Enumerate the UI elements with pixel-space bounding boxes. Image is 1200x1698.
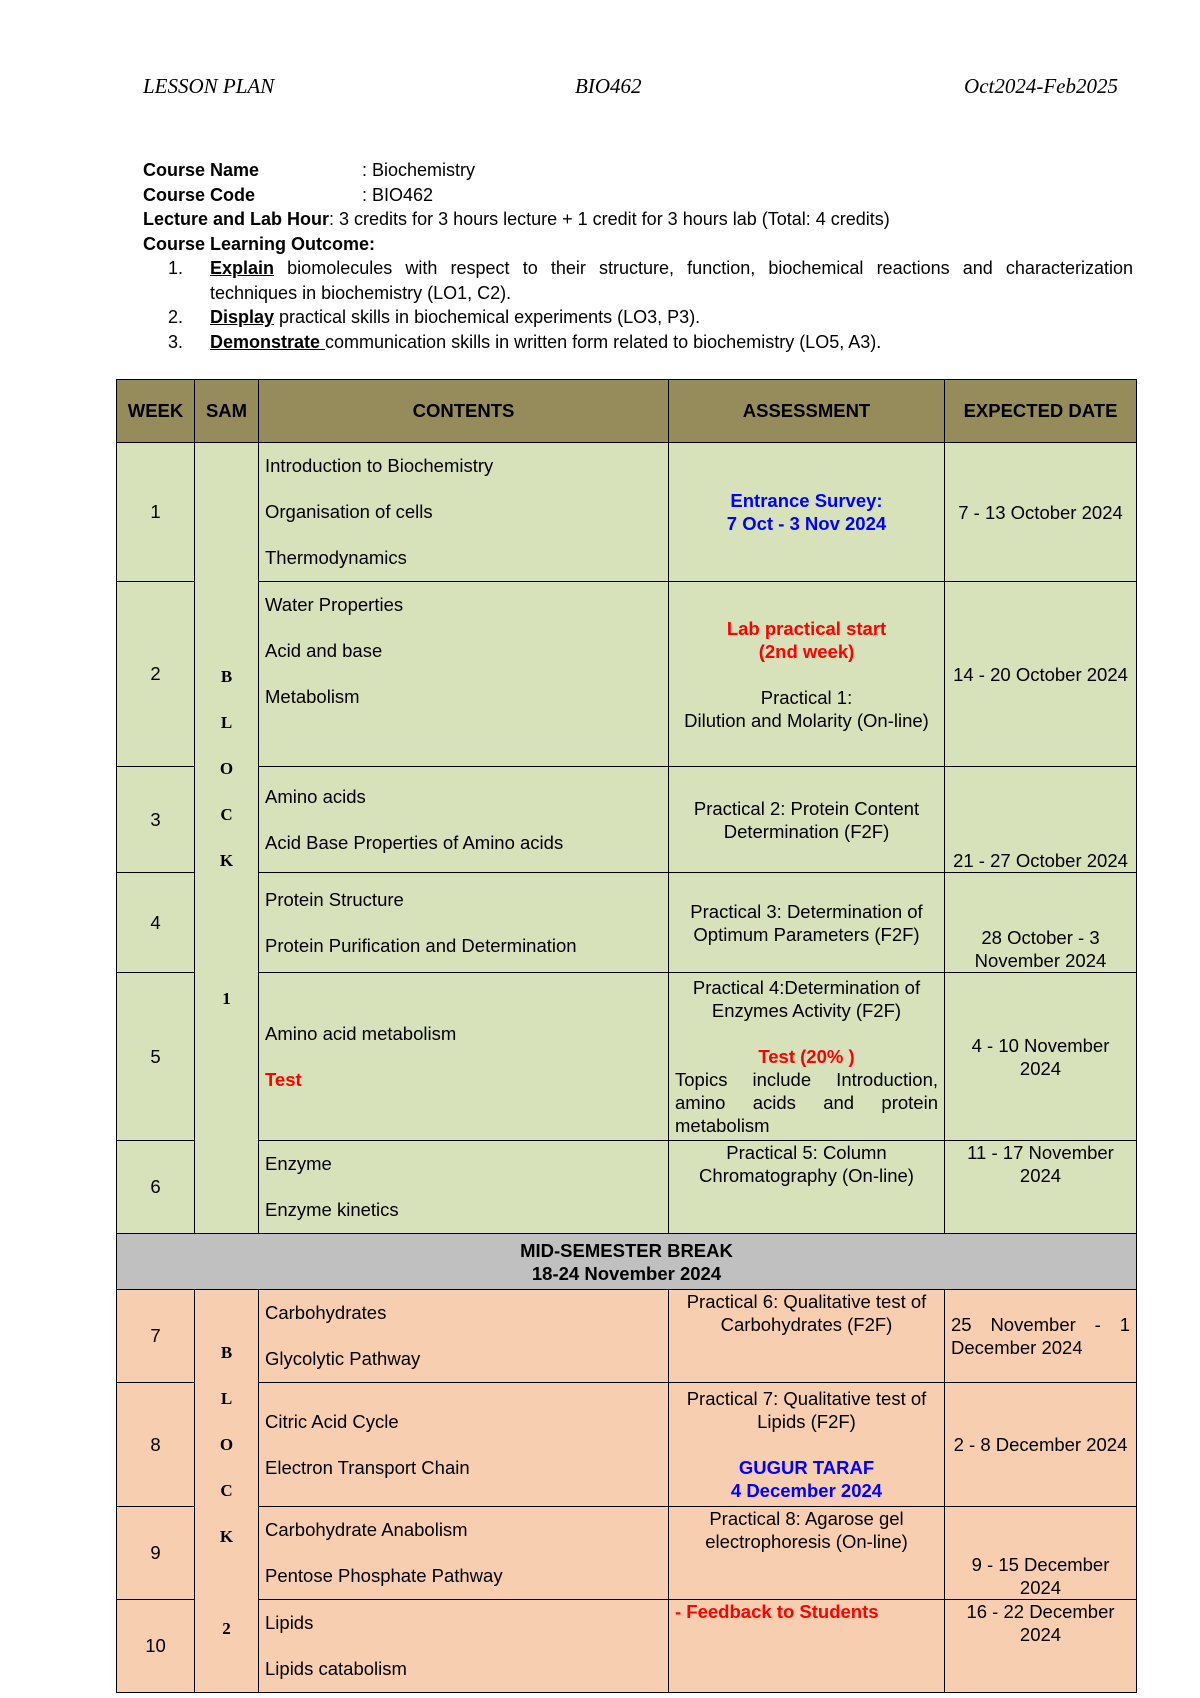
learning-outcomes-list xyxy=(143,256,1133,354)
week-assessment: Lab practical start (2nd week) Practical 1: Dilution and Molarity (On-line) xyxy=(669,582,945,767)
week-number: 6 xyxy=(117,1141,195,1234)
week-contents: Protein Structure Protein Purification and Determination xyxy=(259,873,669,973)
week-date: 25 November - 1 December 2024 xyxy=(945,1290,1137,1383)
header-left: LESSON PLAN xyxy=(143,74,275,98)
week-contents: Citric Acid Cycle Electron Transport Chain xyxy=(259,1383,669,1507)
week-date: 21 - 27 October 2024 xyxy=(945,767,1137,873)
week-number: 2 xyxy=(117,582,195,767)
sam-block-1: B L O C K 1 xyxy=(195,443,259,1234)
outcome-verb: Explain xyxy=(210,258,275,278)
course-name-label: Course Name xyxy=(143,160,260,180)
table-row xyxy=(117,1290,1137,1383)
lecture-lab-hour-label: Lecture and Lab Hour xyxy=(143,209,330,229)
lecture-lab-hour-value: : 3 credits for 3 hours lecture + 1 credit for 3 hours lab (Total: 4 credits) xyxy=(329,209,890,229)
outcome-verb: Demonstrate xyxy=(210,331,326,352)
week-contents: Lipids Lipids catabolism xyxy=(259,1600,669,1693)
table-row xyxy=(117,1600,1137,1693)
table-row xyxy=(117,1141,1137,1234)
week-contents: Introduction to Biochemistry Organisation of cells Thermodynamics xyxy=(259,443,669,582)
week-date: 14 - 20 October 2024 xyxy=(945,582,1137,767)
table-row xyxy=(117,1507,1137,1600)
header-contents: CONTENTS xyxy=(259,380,669,443)
week-number: 7 xyxy=(117,1290,195,1383)
week-assessment: Practical 2: Protein Content Determination (F2F) xyxy=(669,767,945,873)
week-contents: Amino acid metabolism Test xyxy=(259,973,669,1141)
header-sam: SAM xyxy=(195,380,259,443)
week-date: 9 - 15 December 2024 xyxy=(945,1507,1137,1600)
outcome-text: practical skills in biochemical experiments (LO3, P3). xyxy=(274,307,701,327)
outcome-text: communication skills in written form related to biochemistry (LO5, A3). xyxy=(325,331,882,352)
table-row xyxy=(117,443,1137,582)
course-info xyxy=(143,158,1133,354)
week-assessment: Entrance Survey: 7 Oct - 3 Nov 2024 xyxy=(669,443,945,582)
course-code-label: Course Code xyxy=(143,184,256,205)
header-semester: Oct2024-Feb2025 xyxy=(964,74,1118,98)
week-number: 9 xyxy=(117,1507,195,1600)
week-contents: Water Properties Acid and base Metabolism xyxy=(259,582,669,767)
table-row xyxy=(117,973,1137,1141)
header-assessment: ASSESSMENT xyxy=(669,380,945,443)
table-header-row xyxy=(117,380,1137,443)
table-row xyxy=(117,1383,1137,1507)
learning-outcome-item: 3. Demonstrate communication skills in written form related to biochemistry (LO5, A3). xyxy=(168,331,882,352)
week-assessment: - Feedback to Students xyxy=(669,1600,945,1693)
week-assessment: Practical 3: Determination of Optimum Parameters (F2F) xyxy=(669,873,945,973)
week-date: 7 - 13 October 2024 xyxy=(945,443,1137,582)
week-contents: Carbohydrate Anabolism Pentose Phosphate Pathway xyxy=(259,1507,669,1600)
course-learning-outcome-label: Course Learning Outcome: xyxy=(143,233,376,254)
week-number: 10 xyxy=(117,1600,195,1693)
table-row xyxy=(117,873,1137,973)
sam-block-2: B L O C K 2 xyxy=(195,1290,259,1693)
week-number: 4 xyxy=(117,873,195,973)
week-number: 3 xyxy=(117,767,195,873)
learning-outcome-item: 1. Explain biomolecules with respect to their structure, function, biochemical reactions and characterization techniques in biochemistry (LO1, C2). xyxy=(168,258,1133,303)
course-name-value: : Biochemistry xyxy=(362,160,476,180)
week-date: 28 October - 3 November 2024 xyxy=(945,873,1137,973)
week-number: 8 xyxy=(117,1383,195,1507)
week-assessment: Practical 4:Determination of Enzymes Activity (F2F) Test (20% ) Topics include Introduction, amino acids and protein metabolism xyxy=(669,973,945,1141)
header-week: WEEK xyxy=(117,380,195,443)
week-assessment: Practical 8: Agarose gel electrophoresis (On-line) xyxy=(669,1507,945,1600)
week-number: 5 xyxy=(117,973,195,1141)
lesson-plan-table xyxy=(116,379,1137,1693)
week-number: 1 xyxy=(117,443,195,582)
week-date: 16 - 22 December 2024 xyxy=(945,1600,1137,1693)
week-assessment: Practical 5: Column Chromatography (On-line) xyxy=(669,1141,945,1234)
course-code-value: : BIO462 xyxy=(362,184,434,205)
week-assessment: Practical 7: Qualitative test of Lipids (F2F) GUGUR TARAF 4 December 2024 xyxy=(669,1383,945,1507)
header-expected-date: EXPECTED DATE xyxy=(945,380,1137,443)
week-date: 2 - 8 December 2024 xyxy=(945,1383,1137,1507)
week-date: 11 - 17 November 2024 xyxy=(945,1141,1137,1234)
week-date: 4 - 10 November 2024 xyxy=(945,973,1137,1141)
week-contents: Enzyme Enzyme kinetics xyxy=(259,1141,669,1234)
week-assessment: Practical 6: Qualitative test of Carbohydrates (F2F) xyxy=(669,1290,945,1383)
header-course-code: BIO462 xyxy=(575,74,642,98)
mid-semester-break: MID-SEMESTER BREAK 18-24 November 2024 xyxy=(117,1234,1137,1290)
outcome-verb: Display xyxy=(210,307,275,327)
mid-semester-break-row xyxy=(117,1234,1137,1290)
table-row xyxy=(117,767,1137,873)
learning-outcome-item: 2. Display practical skills in biochemical experiments (LO3, P3). xyxy=(168,307,701,327)
outcome-text: biomolecules with respect to their structure, function, biochemical reactions and characterization techniques in biochemistry (LO1, C2). xyxy=(210,258,1133,303)
week-contents: Amino acids Acid Base Properties of Amino acids xyxy=(259,767,669,873)
table-row xyxy=(117,582,1137,767)
week-contents: Carbohydrates Glycolytic Pathway xyxy=(259,1290,669,1383)
